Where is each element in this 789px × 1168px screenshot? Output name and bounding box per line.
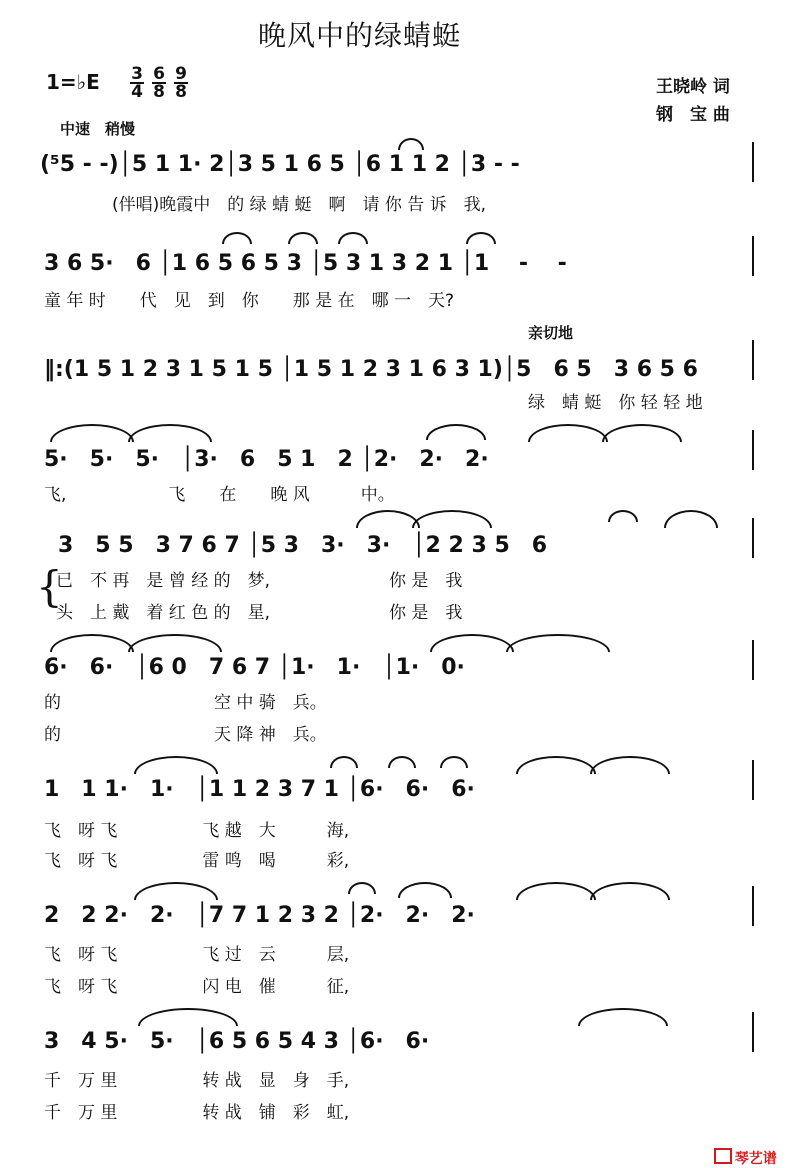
notation-row-8: 2 2 2· 2· │7 7 1 2 3 2 │2· 2· 2· <box>44 903 475 928</box>
slur <box>138 1008 238 1026</box>
notation-row-9: 3 4 5· 5· │6 5 6 5 4 3 │6· 6· <box>44 1029 430 1054</box>
slur <box>134 756 218 774</box>
expression-marking: 亲切地 <box>528 324 574 342</box>
slur <box>602 424 682 442</box>
barline <box>752 340 754 380</box>
lyricist-credit: 王晓岭 词 <box>656 77 730 97</box>
watermark-logo <box>704 1132 777 1168</box>
slur <box>590 882 670 900</box>
slur <box>348 882 376 894</box>
verse-brace: { <box>36 562 63 611</box>
lyric-row-2: 童 年 时 代 见 到 你 那 是 在 哪 一 天? <box>44 291 455 311</box>
barline <box>752 236 754 276</box>
barline <box>752 640 754 680</box>
slur <box>608 510 638 522</box>
slur <box>50 424 134 442</box>
lyric-row-1: (伴唱)晚霞中 的 绿 蜻 蜓 啊 请 你 告 诉 我, <box>112 195 487 215</box>
lyric-row-8-verse-1: 飞 呀 飞 飞 过 云 层, <box>44 945 350 965</box>
slur <box>516 882 596 900</box>
notation-row-2: 3 6 5· 6 │1 6 5 6 5 3 │5 3 1 3 2 1 │1 - - <box>44 251 567 276</box>
slur <box>330 756 358 768</box>
lyric-row-9-verse-1: 千 万 里 转 战 显 身 手, <box>44 1071 350 1091</box>
slur <box>528 424 608 442</box>
song-title: 晚风中的绿蜻蜓 <box>258 19 462 52</box>
lyric-row-4: 飞, 飞 在 晚 风 中。 <box>44 485 395 505</box>
composer-credit: 钢 宝 曲 <box>656 105 730 125</box>
slur <box>440 756 468 768</box>
slur <box>590 756 670 774</box>
slur <box>50 634 134 652</box>
slur <box>128 424 212 442</box>
lyric-row-6-verse-1: 的 空 中 骑 兵。 <box>44 693 327 713</box>
slur <box>222 232 252 244</box>
logo-icon <box>714 1148 732 1164</box>
notation-row-5: 3 5 5 3 7 6 7 │5 3 3· 3· │2 2 3 5 6 <box>58 533 548 558</box>
lyric-row-7-verse-2: 飞 呀 飞 雷 鸣 喝 彩, <box>44 851 350 871</box>
lyric-row-7-verse-1: 飞 呀 飞 飞 越 大 海, <box>44 821 350 841</box>
slur <box>430 634 514 652</box>
lyric-row-5-verse-1: 已 不 再 是 曾 经 的 梦, 你 是 我 <box>56 571 463 591</box>
time-signature-1: 3 4 <box>131 64 143 102</box>
notation-row-6: 6· 6· │6 0 7 6 7 │1· 1· │1· 0· <box>44 655 465 680</box>
key-signature: 1=♭E <box>46 70 100 94</box>
slur <box>426 424 486 440</box>
tempo-marking: 中速 稍慢 <box>60 120 136 138</box>
lyric-row-9-verse-2: 千 万 里 转 战 铺 彩 虹, <box>44 1103 350 1123</box>
barline <box>752 142 754 182</box>
time-signature-3: 9 8 <box>175 64 187 102</box>
barline <box>752 1012 754 1052</box>
notation-row-1: (⁵5 - -)│5 1 1· 2│3 5 1 6 5 │6 1 1 2 │3 - - <box>40 152 520 177</box>
slur <box>412 510 492 528</box>
slur <box>578 1008 668 1026</box>
lyric-row-8-verse-2: 飞 呀 飞 闪 电 催 征, <box>44 977 350 997</box>
slur <box>356 510 420 528</box>
slur <box>466 232 496 244</box>
barline <box>752 518 754 558</box>
slur <box>128 634 222 652</box>
slur <box>338 232 368 244</box>
slur <box>134 882 218 900</box>
time-signature-2: 6 8 <box>153 64 165 102</box>
barline <box>752 886 754 926</box>
slur <box>516 756 596 774</box>
lyric-row-5-verse-2: 头 上 戴 着 红 色 的 星, 你 是 我 <box>56 603 463 623</box>
lyric-row-6-verse-2: 的 天 降 神 兵。 <box>44 725 327 745</box>
slur <box>398 138 424 150</box>
slur <box>388 756 416 768</box>
slur <box>506 634 610 652</box>
slur <box>288 232 318 244</box>
notation-row-3: ‖:(1 5 1 2 3 1 5 1 5 │1 5 1 2 3 1 6 3 1)│5 6 5 3 6 5 6 <box>44 357 698 382</box>
barline <box>752 430 754 470</box>
slur <box>398 882 452 898</box>
watermark-text: 琴艺谱 <box>734 1151 777 1167</box>
notation-row-7: 1 1 1· 1· │1 1 2 3 7 1 │6· 6· 6· <box>44 777 475 802</box>
lyric-row-3: 绿 蜻 蜓 你 轻 轻 地 <box>528 393 703 413</box>
notation-row-4: 5· 5· 5· │3· 6 5 1 2 │2· 2· 2· <box>44 447 489 472</box>
slur <box>664 510 718 528</box>
barline <box>752 760 754 800</box>
